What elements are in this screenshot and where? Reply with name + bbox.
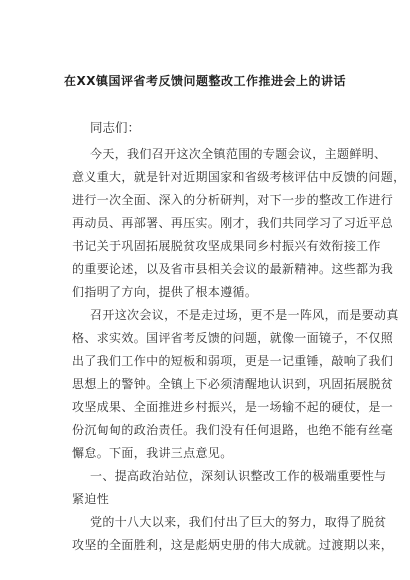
body-line: 份沉甸甸的政治责任。我们没有任何退路，也绝不能有丝毫: [72, 423, 394, 437]
body-line: 召开这次会议，不是走过场，更不是一阵风，而是要动真: [90, 308, 399, 322]
body-line: 们指明了方向，提供了根本遵循。: [72, 285, 258, 299]
section-heading: 紧迫性: [72, 492, 110, 506]
body-line: 党的十八大以来，我们付出了巨大的努力，取得了脱贫: [90, 515, 387, 529]
body-line: 再动员、再部署、再压实。刚才，我们共同学习了习近平总: [72, 216, 394, 230]
body-line: 攻坚成果、全面推进乡村振兴，是一场输不起的硬仗，是一: [72, 400, 394, 414]
body-line: 今天，我们召开这次全镇范围的专题会议，主题鲜明、: [90, 147, 387, 161]
body-line: 出了我们工作中的短板和弱项，更是一记重锤，敲响了我们: [72, 354, 394, 368]
body-line: 书记关于巩固拓展脱贫攻坚成果同乡村振兴有效衔接工作: [72, 239, 381, 253]
body-line: 意义重大，就是针对近期国家和省级考核评估中反馈的问题，: [72, 170, 406, 184]
body-line: 的重要论述，以及省市县相关会议的最新精神。这些都为我: [72, 262, 394, 276]
body-line: 思想上的警钟。全镇上下必须清醒地认识到，巩固拓展脱贫: [72, 377, 394, 391]
body-line: 进行一次全面、深入的分析研判，对下一步的整改工作进行: [72, 193, 394, 207]
section-heading: 一、提高政治站位，深刻认识整改工作的极端重要性与: [90, 469, 387, 483]
greeting: 同志们：: [90, 120, 141, 135]
body-line: 懈怠。下面，我讲三点意见。: [72, 446, 233, 460]
document-title: 在XX镇国评省考反馈问题整改工作推进会上的讲话: [63, 74, 346, 88]
body-line: 格、求实效。国评省考反馈的问题，就像一面镜子，不仅照: [72, 331, 394, 345]
body-line: 攻坚的全面胜利，这是彪炳史册的伟大成就。过渡期以来，: [72, 538, 394, 552]
